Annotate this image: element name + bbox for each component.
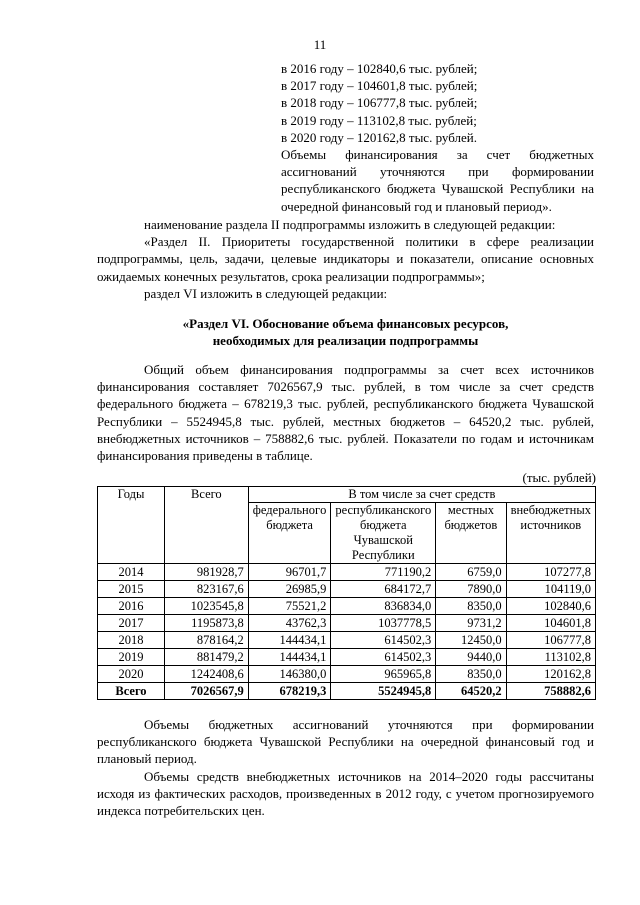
cell-extra: 758882,6 [506, 683, 595, 700]
cell-year: 2017 [98, 615, 165, 632]
header-republican: республиканского бюджета Чувашской Республики [331, 503, 436, 564]
closing-block [97, 716, 594, 819]
table-row [98, 615, 596, 632]
cell-republican: 771190,2 [331, 564, 436, 581]
table-row [98, 666, 596, 683]
cell-year: 2015 [98, 581, 165, 598]
header-years: Годы [98, 487, 165, 564]
cell-federal: 144434,1 [248, 632, 331, 649]
closing-paragraph-2: Объемы средств внебюджетных источников на 2014–2020 годы рассчитаны исходя из фактических расходов, произведенных в 2012 году, с учетом прогнозируемого индекса потребительских цен. [97, 768, 594, 819]
cell-federal: 96701,7 [248, 564, 331, 581]
cell-republican: 5524945,8 [331, 683, 436, 700]
paragraph-section-ii-text: «Раздел II. Приоритеты государственной политики в сфере реализации подпрограммы, цель, задачи, целевые индикаторы и показатели, описание основных ожидаемых конечных результатов, срока реализации подпрограммы»; [97, 234, 594, 284]
table-row [98, 564, 596, 581]
cell-total: 1195873,8 [164, 615, 248, 632]
cell-local: 64520,2 [436, 683, 506, 700]
cell-total: 878164,2 [164, 632, 248, 649]
cell-local: 7890,0 [436, 581, 506, 598]
paragraph-section-vi-title: раздел VI изложить в следующей редакции: [144, 285, 388, 301]
years-funding-list [281, 60, 594, 215]
cell-republican: 614502,3 [331, 649, 436, 666]
cell-federal: 678219,3 [248, 683, 331, 700]
table-row [98, 632, 596, 649]
year-line: в 2018 году – 106777,8 тыс. рублей; [281, 95, 478, 111]
cell-republican: 684172,7 [331, 581, 436, 598]
header-local: местных бюджетов [436, 503, 506, 564]
cell-federal: 75521,2 [248, 598, 331, 615]
header-total: Всего [164, 487, 248, 564]
cell-year: 2016 [98, 598, 165, 615]
cell-year: 2019 [98, 649, 165, 666]
cell-federal: 146380,0 [248, 666, 331, 683]
cell-local: 8350,0 [436, 666, 506, 683]
cell-republican: 965965,8 [331, 666, 436, 683]
cell-federal: 26985,9 [248, 581, 331, 598]
cell-republican: 614502,3 [331, 632, 436, 649]
cell-local: 9440,0 [436, 649, 506, 666]
year-line: в 2016 году – 102840,6 тыс. рублей; [281, 61, 478, 76]
table-row [98, 598, 596, 615]
cell-local: 8350,0 [436, 598, 506, 615]
intro-block [97, 361, 594, 464]
section-vi-heading [97, 315, 594, 349]
cell-year: Всего [98, 683, 165, 700]
table-row [98, 649, 596, 666]
cell-local: 12450,0 [436, 632, 506, 649]
year-line: в 2020 году – 120162,8 тыс. рублей. [281, 129, 477, 145]
cell-total: 1023545,8 [164, 598, 248, 615]
cell-federal: 43762,3 [248, 615, 331, 632]
unit-label: (тыс. рублей) [522, 470, 596, 485]
cell-total: 823167,6 [164, 581, 248, 598]
cell-total: 981928,7 [164, 564, 248, 581]
cell-federal: 144434,1 [248, 649, 331, 666]
financing-table [97, 486, 596, 700]
paragraph-section-ii-title: наименование раздела II подпрограммы изложить в следующей редакции: [144, 217, 556, 232]
year-line: в 2019 году – 113102,8 тыс. рублей; [281, 112, 477, 128]
heading-line-1: «Раздел VI. Обоснование объема финансовых ресурсов, [182, 316, 509, 331]
header-federal: федеральногo бюджета [248, 503, 331, 564]
cell-local: 9731,2 [436, 615, 506, 632]
intro-paragraph: Общий объем финансирования подпрограммы за счет всех источников финансирования составляет 7026567,9 тыс. рублей, в том числе за счет средств федерального бюджета – 678219,3 тыс. рублей, республиканского бюджета Чувашской Республики – 5524945,8 тыс. рублей, местных бюджетов – 64520,2 тыс. рублей, внебюджетных источников – 758882,6 тыс. рублей. Показатели по годам и источникам финансирования приведены в таблице. [97, 362, 594, 464]
heading-line-2: необходимых для реализации подпрограммы [212, 333, 479, 349]
cell-extra: 102840,6 [506, 598, 595, 615]
cell-extra: 120162,8 [506, 666, 595, 683]
table-total-row [98, 683, 596, 700]
cell-extra: 104119,0 [506, 581, 595, 598]
year-line: в 2017 году – 104601,8 тыс. рублей; [281, 78, 478, 94]
years-note: Объемы финансирования за счет бюджетных ассигнований уточняются при формировании республиканского бюджета Чувашской Республики на очередной финансовый год и плановый период». [281, 147, 594, 214]
cell-year: 2020 [98, 666, 165, 683]
header-extra: внебюджетных источников [506, 503, 595, 564]
cell-extra: 104601,8 [506, 615, 595, 632]
header-group: В том числе за счет средств [248, 487, 595, 503]
cell-total: 881479,2 [164, 649, 248, 666]
cell-republican: 1037778,5 [331, 615, 436, 632]
cell-year: 2018 [98, 632, 165, 649]
cell-extra: 106777,8 [506, 632, 595, 649]
table-row [98, 581, 596, 598]
amendment-paragraphs [97, 216, 594, 302]
cell-total: 7026567,9 [164, 683, 248, 700]
cell-republican: 836834,0 [331, 598, 436, 615]
cell-year: 2014 [98, 564, 165, 581]
cell-extra: 107277,8 [506, 564, 595, 581]
cell-total: 1242408,6 [164, 666, 248, 683]
page-number: 11 [313, 37, 327, 52]
closing-paragraph-1: Объемы бюджетных ассигнований уточняются при формировании республиканского бюджета Чувашской Республики на очередной финансовый год и плановый период. [97, 717, 594, 767]
cell-extra: 113102,8 [506, 649, 595, 666]
cell-local: 6759,0 [436, 564, 506, 581]
